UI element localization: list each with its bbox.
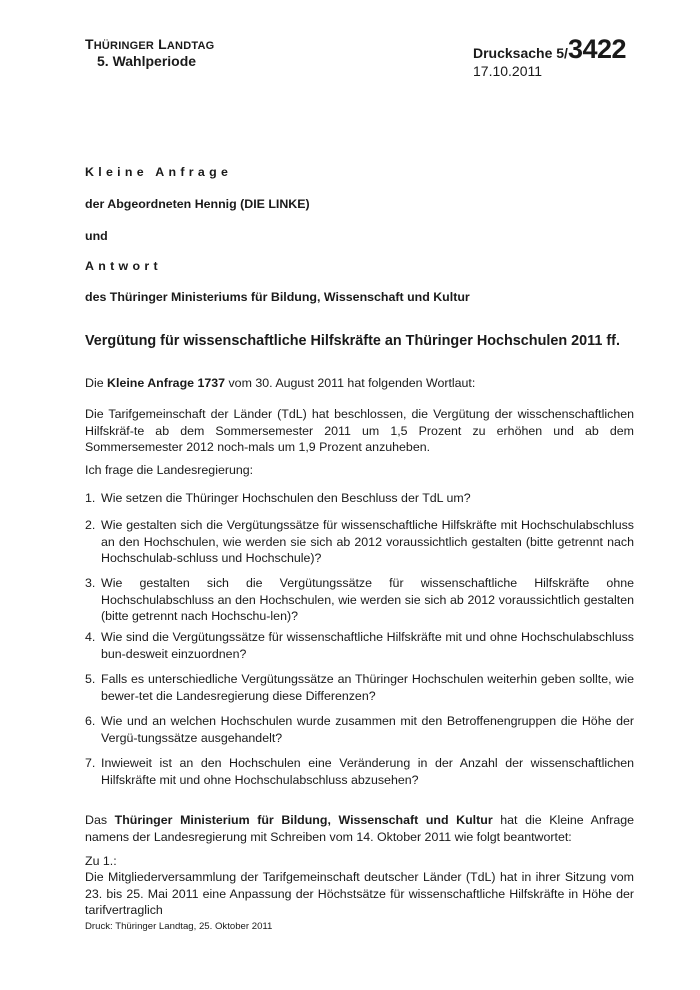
question-text: Falls es unterschiedliche Vergütungssätze an Thüringer Hochschulen weiterhin geben sollte, wie bewer-tet die Landesregierung diese Differenzen? [101,672,634,703]
question-item [85,713,634,746]
wahlperiode: 5. Wahlperiode [97,53,197,70]
answer-intro-pre: Das [85,813,115,827]
question-number: 3. [85,576,96,590]
question-text: Wie setzen die Thüringer Hochschulen den Beschluss der TdL um? [101,491,471,505]
question-item [85,671,634,704]
header-left [85,36,214,70]
antwort-heading: Antwort [85,259,162,273]
landtag-rest-2: ANDTAG [166,40,215,52]
landtag-initial: T [85,36,94,52]
drucksache [473,36,626,63]
question-text: Wie sind die Vergütungssätze für wissenschaftliche Hilfskräfte mit und ohne Hochschulabschluss bun-desweit einzuordnen? [101,630,634,661]
question-text: Wie gestalten sich die Vergütungssätze für wissenschaftliche Hilfskräfte ohne Hochschulabschluss an den Hochschulen, wie werden sie sich ab 2012 voraussichtlich gestalten (bitte getrennt nach Hochschu-len)? [101,576,634,624]
question-number: 2. [85,518,96,532]
kleine-anfrage-heading: Kleine Anfrage [85,165,233,179]
ministerium-line: des Thüringer Ministeriums für Bildung, Wissenschaft und Kultur [85,290,470,304]
answer-intro-ministry: Thüringer Ministerium für Bildung, Wissenschaft und Kultur [114,813,493,827]
und-line: und [85,229,108,243]
wortlaut-pre: Die [85,376,108,390]
abgeordnete-line: der Abgeordneten Hennig (DIE LINKE) [85,197,310,211]
question-item [85,575,634,625]
wortlaut-post: vom 30. August 2011 hat folgenden Wortlaut: [225,376,476,390]
question-number: 4. [85,630,96,644]
header-right [473,36,626,79]
question-item [85,517,634,567]
answer-intro [85,812,634,845]
question-item [85,490,634,507]
question-text: Wie gestalten sich die Vergütungssätze für wissenschaftliche Hilfskräfte mit Hochschulabschluss an den Hochschulen, wie werden sie sich ab 2012 voraussichtlich gestalten (bitte getrennt nach Hochschulab-schluss und Hochschule)? [101,518,634,566]
wortlaut-ref: Kleine Anfrage 1737 [107,376,226,390]
wortlaut-line [85,375,475,392]
landtag-rest: HÜRINGER [93,40,155,52]
drucksache-date: 17.10.2011 [473,63,543,79]
question-number: 1. [85,491,96,505]
zu1-label: Zu 1.: [85,854,117,868]
document-title: Vergütung für wissenschaftliche Hilfskräfte an Thüringer Hochschulen 2011 ff. [85,333,620,349]
tdl-paragraph: Die Tarifgemeinschaft der Länder (TdL) hat beschlossen, die Vergütung der wisschenschaftlichen Hilfskräf-te ab dem Sommersemester 2011 um 1,5 Prozent zu erhöhen und ab dem Sommersemester 2012 noch-mals um 1,9 Prozent anzuheben. [85,407,634,455]
landtag-initial-2: L [158,36,167,52]
question-text: Inwieweit ist an den Hochschulen eine Veränderung in der Anzahl der wissenschaftlichen Hilfskräfte mit und ohne Hochschulabschluss abzusehen? [101,756,634,787]
question-item [85,755,634,788]
drucksache-label: Drucksache 5/ [473,45,568,61]
question-number: 6. [85,714,96,728]
ich-frage-line: Ich frage die Landesregierung: [85,463,254,477]
landtag-name [85,36,214,53]
answer-intro-post: hat die Kleine Anfrage namens der Landesregierung mit Schreiben vom 14. Oktober 2011 wie folgt beantwortet: [85,813,634,844]
zu1-text: Die Mitgliederversammlung der Tarifgemeinschaft deutscher Länder (TdL) hat in ihrer Sitzung vom 23. bis 25. Mai 2011 eine Anpassung der Höchstsätze für wissenschaftliche Hilfskräfte in Höhe der tarifvertraglich [85,870,634,918]
print-footer: Druck: Thüringer Landtag, 25. Oktober 2011 [85,921,273,932]
question-number: 5. [85,672,96,686]
question-number: 7. [85,756,96,770]
question-text: Wie und an welchen Hochschulen wurde zusammen mit den Betroffenengruppen die Höhe der Vergü-tungssätze ausgehandelt? [101,714,634,745]
drucksache-number: 3422 [567,34,627,64]
question-item [85,629,634,662]
